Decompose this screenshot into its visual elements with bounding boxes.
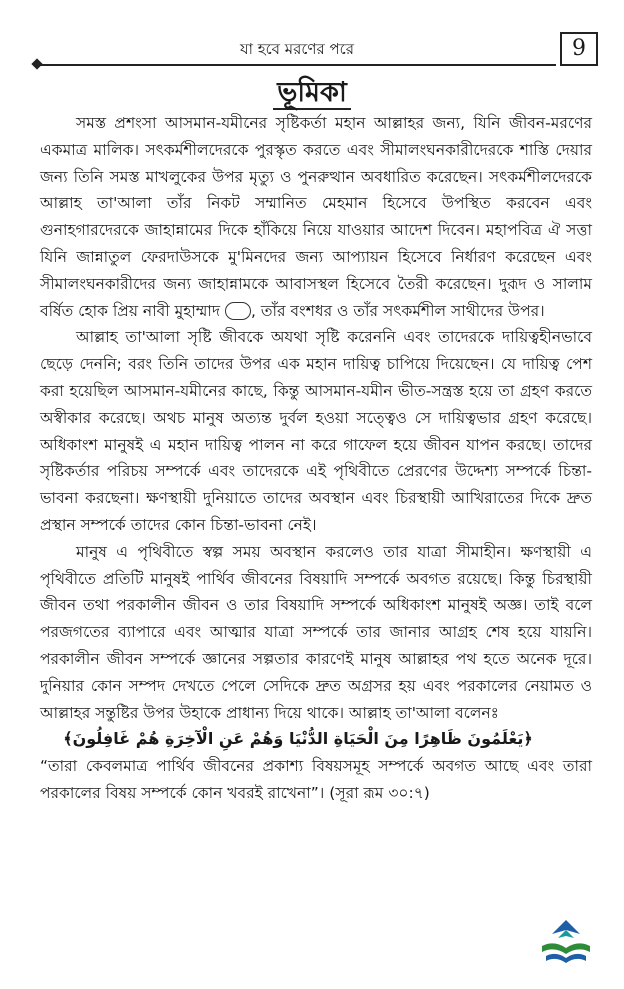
paragraph-2: আল্লাহ তা'আলা সৃষ্টি জীবকে অযথা সৃষ্টি করেননি এবং তাদেরকে দায়িত্বহীনভাবে ছেড়ে দেননি; বরং তিনি তাদের উপর এক মহান দায়িত্ব চাপিয়ে দিয়েছেন। যে দায়িত্ব পেশ করা হয়েছিল আসমান-যমীনের কাছে, কিন্তু আসমান-যমীন ভীত-সন্ত্রস্ত হয়ে তা গ্রহণ করতে অস্বীকার করেছে। অথচ মানুষ অত্যন্ত দুর্বল হওয়া সত্ত্বেও সে দায়িত্বভার গ্রহণ করেছে। অধিকাংশ মানুষই এ মহান দায়িত্ব পালন না করে গাফেল হয়ে জীবন যাপন করছে। তাদের সৃষ্টিকর্তার পরিচয় সম্পর্কে এবং তাদেরকে এই পৃথিবীতে প্রেরণের উদ্দেশ্য সম্পর্কে চিন্তা-ভাবনা করছেনা। ক্ষণস্থায়ী দুনিয়াতে তাদের অবস্থান এবং চিরস্থায়ী আখিরাতের দিকে দ্রুত প্রস্থান সম্পর্কে তাদের কোন চিন্তা-ভাবনা নেই। bbox=[40, 328, 592, 534]
verse-translation: “তারা কেবলমাত্র পার্থিব জীবনের প্রকাশ্য বিষয়সমূহ সম্পর্কে অবগত আছে এবং তারা পরকালের বিষয় সম্পর্কে কোন খবরই রাখেনা”। (সূরা রূম ৩০:৭) bbox=[40, 757, 592, 802]
header-rule bbox=[38, 64, 556, 66]
paragraph-3: মানুষ এ পৃথিবীতে স্বল্প সময় অবস্থান করলেও তার যাত্রা সীমাহীন। ক্ষণস্থায়ী এ পৃথিবীতে প্রতিটি মানুষই পার্থিব জীবনের বিষয়াদি সম্পর্কে অবগত রয়েছে। কিন্তু চিরস্থায়ী জীবন তথা পরকালীন জীবন ও তার বিষয়াদি সম্পর্কে অধিকাংশ মানুষই অজ্ঞ। তাই বলে পরজগতের ব্যাপারে এবং আত্মার যাত্রা সম্পর্কে তার জানার আগ্রহ শেষ হয়ে যায়নি। পরকালীন জীবন সম্পর্কে জ্ঞানের সল্পতার কারণেই মানুষ আল্লাহর পথ হতে অনেক দূরে। দুনিয়ার কোন সম্পদ দেখতে পেলে সেদিকে দ্রুত অগ্রসর হয় এবং পরকালের নেয়ামত ও আল্লাহর সন্তুষ্টির উপর উহাকে প্রাধান্য দিয়ে থাকে। আল্লাহ তা'আলা বলেনঃ bbox=[40, 542, 592, 722]
page-number: 9 bbox=[560, 32, 598, 66]
body-text bbox=[40, 110, 592, 807]
page-title-text: ভূমিকা bbox=[273, 77, 351, 110]
publisher-book-logo-icon bbox=[536, 916, 596, 970]
salawat-calligraphy-icon bbox=[225, 302, 251, 320]
page-header bbox=[38, 32, 594, 66]
running-head-title: যা হবে মরণের পরে bbox=[240, 40, 354, 58]
quran-verse: ﴿يَعْلَمُونَ ظَاهِرًا مِنَ الْحَيَاةِ الدُّنْيَا وَهُمْ عَنِ الْآخِرَةِ هُمْ غَافِلُونَ﴾ bbox=[63, 729, 533, 749]
paragraph-1-text-end: , তাঁর বংশধর ও তাঁর সৎকর্মশীল সাথীদের উপর। bbox=[251, 301, 545, 320]
paragraph-1-text: সমস্ত প্রশংসা আসমান-যমীনের সৃষ্টিকর্তা মহান আল্লাহর জন্য, যিনি জীবন-মরণের একমাত্র মালিক। সৎকর্মশীলদেরকে পুরস্কৃত করতে এবং সীমালংঘনকারীদেরকে শাস্তি দেয়ার জন্য তিনি সমস্ত মাখলুকের উপর মৃত্যু ও পুনরুত্থান অবধারিত করেছেন। সৎকর্মশীলদেরকে আল্লাহ তা'আলা তাঁর নিকট সম্মানিত মেহমান হিসেবে উপস্থিত করবেন এবং গুনাহগারদেরকে জাহান্নামের দিকে হাঁকিয়ে নিয়ে যাওয়ার আদেশ দিবেন। মহাপবিত্র ঐ সত্তা যিনি জান্নাতুল ফেরদাউসকে মু'মিনদের জন্য আপ্যায়ন হিসেবে নির্ধারণ করেছেন এবং সীমালংঘনকারীদের জন্য জাহান্নামকে আবাসস্থল হিসেবে তৈরী করেছেন। দুরূদ ও সালাম বর্ষিত হোক প্রিয় নাবী মুহাম্মাদ bbox=[40, 114, 592, 320]
paragraph-1 bbox=[40, 110, 592, 324]
